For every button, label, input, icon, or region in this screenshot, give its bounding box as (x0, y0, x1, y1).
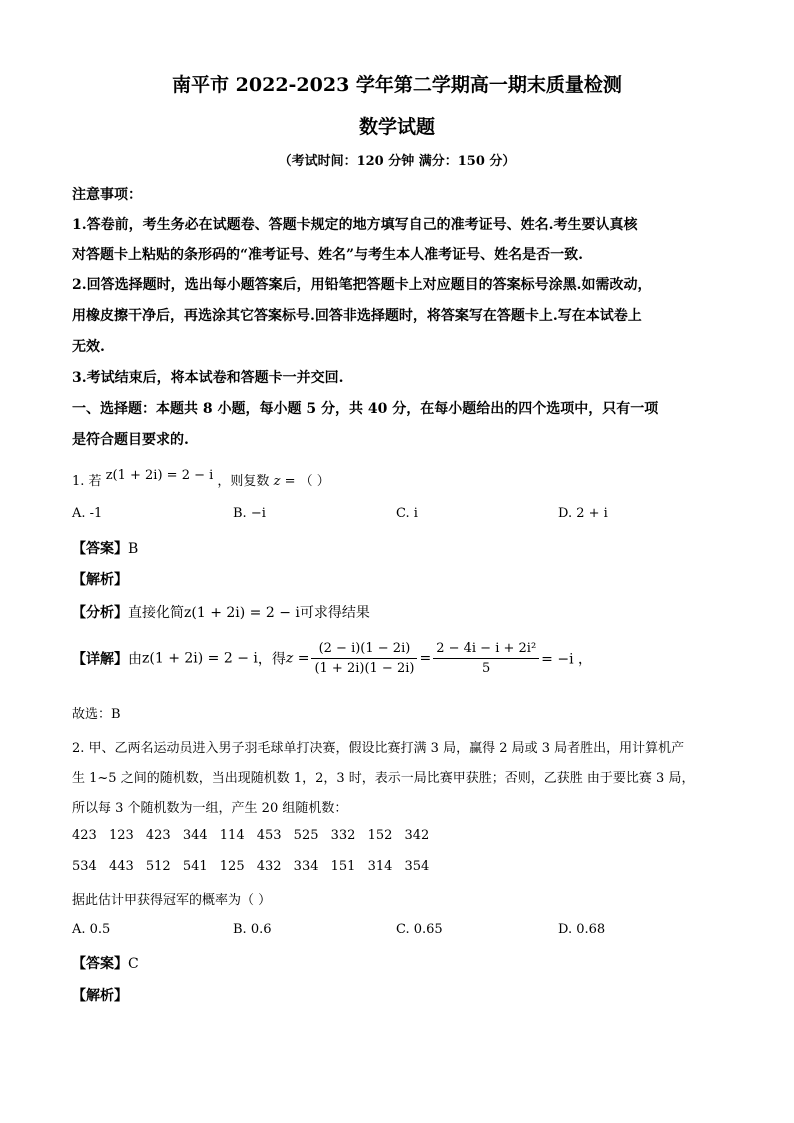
detail-expression: z(1 + 2i) = 2 − i (142, 650, 258, 667)
notes-line: 对答题卡上粘贴的条形码的“准考证号、姓名”与考生本人准考证号、姓名是否一致. (72, 247, 583, 263)
random-numbers-row-2: 534 443 512 541 125 432 334 151 314 354 (72, 859, 430, 874)
fenxi-pre: 直接化简 (128, 605, 184, 621)
fenxi-expression: z(1 + 2i) = 2 − i (184, 605, 300, 621)
section-heading-cont: 是符合题目要求的. (72, 432, 189, 448)
notes-heading: 注意事项： (72, 187, 142, 203)
notes-line: 2.回答选择题时，选出每小题答案后，用铅笔把答题卡上对应题目的答案标号涂黑.如需改动， (72, 277, 652, 293)
q2-analysis-tag: 【解析】 (72, 988, 128, 1004)
q2-option-d: D. 0.68 (558, 922, 606, 937)
question-1 (72, 470, 732, 489)
question-2-line: 所以每 3 个随机数为一组，产生 20 组随机数： (72, 801, 348, 816)
q1-mid: ，则复数 (217, 474, 270, 489)
q1-var: z (273, 474, 281, 489)
exam-info: （考试时间：120 分钟 满分：150 分） (278, 154, 516, 169)
exam-subtitle: 数学试题 (358, 116, 435, 138)
fraction-2 (433, 641, 539, 676)
detail-result: = −i ， (541, 651, 593, 668)
notes-line: 无效. (72, 339, 105, 355)
q1-prefix: 1. 若 (72, 474, 102, 489)
question-2-line: 生 1~5 之间的随机数，当出现随机数 1，2，3 时，表示一局比赛甲获胜；否则，乙获胜 由于要比赛 3 局， (72, 771, 695, 786)
fenxi-tag: 【分析】 (72, 605, 128, 621)
fraction-1 (311, 641, 417, 676)
q1-option-b: B. −i (233, 506, 266, 521)
notes-line: 3.考试结束后，将本试卷和答题卡一并交回. (72, 370, 344, 386)
q1-conclusion: 故选：B (72, 707, 121, 722)
q2-answer (72, 953, 139, 973)
q2-option-b: B. 0.6 (233, 922, 272, 937)
fraction-2-denominator: 5 (482, 661, 491, 676)
question-2-line: 2. 甲、乙两名运动员进入男子羽毛球单打决赛，假设比赛打满 3 局，赢得 2 局或 3 局者胜出，用计算机产 (72, 741, 685, 756)
fraction-1-numerator: (2 − i)(1 − 2i) (311, 641, 417, 659)
question-2-prompt: 据此估计甲获得冠军的概率为（ ） (72, 893, 272, 908)
q1-expression: z(1 + 2i) = 2 − i (105, 468, 214, 483)
answer-tag: 【答案】 (72, 541, 128, 557)
answer-value: B (128, 541, 139, 557)
q2-option-a: A. 0.5 (72, 922, 111, 937)
detail-tag: 【详解】 (72, 651, 128, 668)
q1-suffix: = （ ） (284, 474, 330, 489)
q1-detail (72, 641, 592, 676)
q1-option-d: D. 2 + i (558, 506, 608, 521)
notes-line: 1.答卷前，考生务必在试题卷、答题卡规定的地方填写自己的准考证号、姓名.考生要认真核 (72, 217, 638, 233)
equals-sign: = (419, 650, 432, 667)
fenxi-post: 可求得结果 (299, 605, 370, 621)
fraction-1-denominator: (1 + 2i)(1 − 2i) (314, 661, 415, 676)
q1-option-c: C. i (396, 506, 418, 521)
answer-tag: 【答案】 (72, 956, 128, 972)
q2-option-c: C. 0.65 (396, 922, 443, 937)
detail-pre: 由 (128, 651, 142, 668)
detail-z: z = (285, 650, 310, 667)
detail-mid: ，得 (257, 651, 286, 668)
q1-analysis-tag: 【解析】 (72, 572, 128, 588)
answer-value: C (128, 956, 139, 972)
q1-fenxi (72, 602, 370, 622)
q1-answer (72, 538, 138, 558)
notes-line: 用橡皮擦干净后，再选涂其它答案标号.回答非选择题时，将答案写在答题卡上.写在本试卷上 (72, 308, 642, 324)
exam-title: 南平市 2022-2023 学年第二学期高一期末质量检测 (172, 74, 622, 96)
section-heading: 一、选择题：本题共 8 小题，每小题 5 分，共 40 分，在每小题给出的四个选项中，只有一项 (72, 401, 659, 417)
fraction-2-numerator: 2 − 4i − i + 2i² (433, 641, 539, 659)
random-numbers-row-1: 423 123 423 344 114 453 525 332 152 342 (72, 828, 430, 843)
q1-option-a: A. -1 (72, 506, 103, 521)
